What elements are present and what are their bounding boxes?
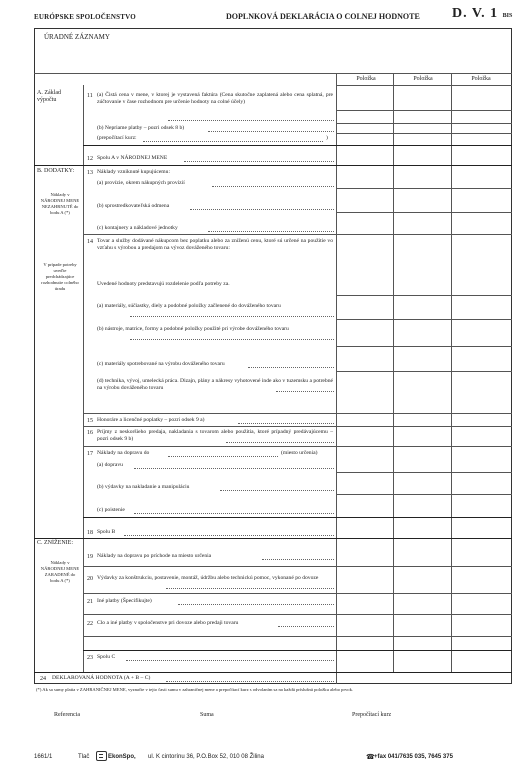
row-17-number: 17: [87, 451, 93, 457]
row-17b-text: (b) výdavky na nakladanie a manipuláciu: [97, 484, 190, 490]
column-header-3: Položka: [471, 76, 491, 82]
row-14-number: 14: [87, 239, 93, 245]
brand-name: EkonSpo,: [108, 754, 136, 760]
rate-label: Prepočítací kurz: [352, 712, 392, 718]
form-title: DOPLNKOVÁ DEKLARÁCIA O COLNEJ HODNOTE: [226, 12, 420, 21]
publisher-address: ul. K cintorínu 36, P.O.Box 52, 010 08 Žilina: [148, 754, 264, 760]
row-13b-text: (b) sprostredkovateľská odmena: [97, 203, 170, 209]
row-17-place: (miesto určenia): [281, 450, 318, 456]
row-13-text: Náklady vzniknuté kupujúcemu:: [97, 169, 171, 175]
row-24-text: DEKLAROVANÁ HODNOTA (A + B – C): [52, 675, 151, 681]
print-label: Tlač: [78, 754, 90, 760]
row-14-text: Tovar a služby dodávané nákupcom bez poplatku alebo za zníženú cenu, ktoré sú určené na použitie vo vzťahu s výrobou a predajom na vývoz dováženého tovaru:: [97, 238, 333, 252]
row-20-text: Výdavky za konštrukciu, postavenie, montáž, údržbu alebo technickú pomoc, vykonané po dovoze: [97, 575, 319, 581]
row-16-number: 16: [87, 430, 93, 436]
ekonspo-logo-icon: [96, 751, 107, 761]
reference-label: Referencia: [54, 712, 80, 718]
section-c-title: C. ZNÍŽENIE:: [37, 540, 73, 546]
row-11b-text: (b) Nepriame platby – pozri odsek 8 b): [97, 125, 185, 131]
phone-icon: ☎: [366, 754, 375, 761]
section-c-note: Náklady v NÁRODNEJ MENE ZARADENÉ do bodu A (*): [40, 560, 80, 583]
publisher-phone: +fax 041/7635 035, 7645 375: [374, 754, 453, 760]
form-code: [452, 6, 512, 22]
row-21-number: 21: [87, 599, 93, 605]
section-b-note-2: V prípade potreby uveďte predchádzajúce rozhodnutie colného úradu: [41, 262, 79, 291]
official-records-label: ÚRADNÉ ZÁZNAMY: [44, 33, 110, 41]
row-18-number: 18: [87, 530, 93, 536]
row-12-number: 12: [87, 156, 93, 162]
form-code-footer: 1661/1: [34, 754, 53, 760]
row-11a-text: (a) Čistá cena v mene, v ktorej je vystavená faktúra (Cena skutočne zaplatená alebo cena splatná, pre zúčtovanie v čase rozhodnom pre určenie hodnoty na colné účely): [97, 92, 333, 106]
row-14a-text: (a) materiály, súčiastky, diely a podobné položky začlenené do dováženého tovaru: [97, 303, 281, 309]
sum-label: Suma: [200, 712, 214, 718]
row-11-number: 11: [87, 93, 93, 99]
row-24-number: 24: [40, 676, 46, 682]
section-a-title: A. Základ výpočtu: [37, 90, 61, 103]
row-18-text: Spolu B: [97, 529, 116, 535]
row-19-number: 19: [87, 554, 93, 560]
row-15-text: Honoráre a licenčné poplatky – pozri odsek 9 a): [97, 417, 205, 423]
section-b-note-1: Náklady v NÁRODNEJ MENE NEZAHRNUTÉ do bodu A (*): [40, 192, 80, 215]
form-code-main: D. V. 1: [452, 6, 499, 21]
row-14c-text: (c) materiály spotrebované na výrobu dováženého tovaru: [97, 361, 225, 367]
column-header-2: Položka: [413, 76, 433, 82]
row-13c-text: (c) kontajnery a nákladové jednotky: [97, 225, 178, 231]
row-15-number: 15: [87, 418, 93, 424]
row-17c-text: (c) poistenie: [97, 507, 125, 513]
row-22-text: Clo a iné platby v spoločenstve pri dovoze alebo predaji tovaru: [97, 620, 239, 626]
row-14b-text: (b) nástroje, matrice, formy a podobné položky použité pri výrobe dováženého tovaru: [97, 326, 289, 332]
row-13-number: 13: [87, 170, 93, 176]
row-21-text: Iné platby (Špecifikujte): [97, 598, 152, 604]
row-11-rate: (prepočítací kurz:: [97, 135, 137, 141]
row-22-number: 22: [87, 621, 93, 627]
row-17a-text: (a) dopravu: [97, 462, 123, 468]
community-label: EURÓPSKE SPOLOČENSTVO: [34, 13, 136, 21]
form-code-suffix: BIS: [502, 13, 513, 19]
row-23-number: 23: [87, 655, 93, 661]
row-12-text: Spolu A v NÁRODNEJ MENE: [97, 155, 168, 161]
row-17-text: Náklady na dopravu do: [97, 450, 150, 456]
section-b-title: B. DODATKY:: [37, 168, 75, 174]
row-16-text: Príjmy z neskoršieho predaja, nakladania s tovarom alebo použitia, ktoré prípadný predávajúcemu – pozri odsek 9 b): [97, 429, 333, 443]
row-14d-text: (d) technika, vývoj, umelecká práca. Dizajn, plány a nákresy vyhotovené inde ako v tuzemsku a potrebné na výrobu dováženého tovaru: [97, 378, 333, 392]
row-13a-text: (a) provízie, okrem nákupných provízií: [97, 180, 185, 186]
row-11-rate-end: ): [326, 135, 328, 141]
row-20-number: 20: [87, 576, 93, 582]
row-19-text: Náklady na dopravu po príchode na miesto určenia: [97, 553, 212, 559]
row-14-note: Uvedené hodnoty predstavujú rozdelenie podľa potreby za.: [97, 281, 230, 287]
row-23-text: Spolu C: [97, 654, 116, 660]
column-header-1: Položka: [356, 76, 376, 82]
footnote: (*) Ak sa sumy platia v ZAHRANIČNEJ MENE, vyznačte v tejto časti sumu v zahraničnej mene a prepočítací kurz s odvolaním sa na každú príslušnú položku alebo prvok.: [36, 687, 354, 692]
